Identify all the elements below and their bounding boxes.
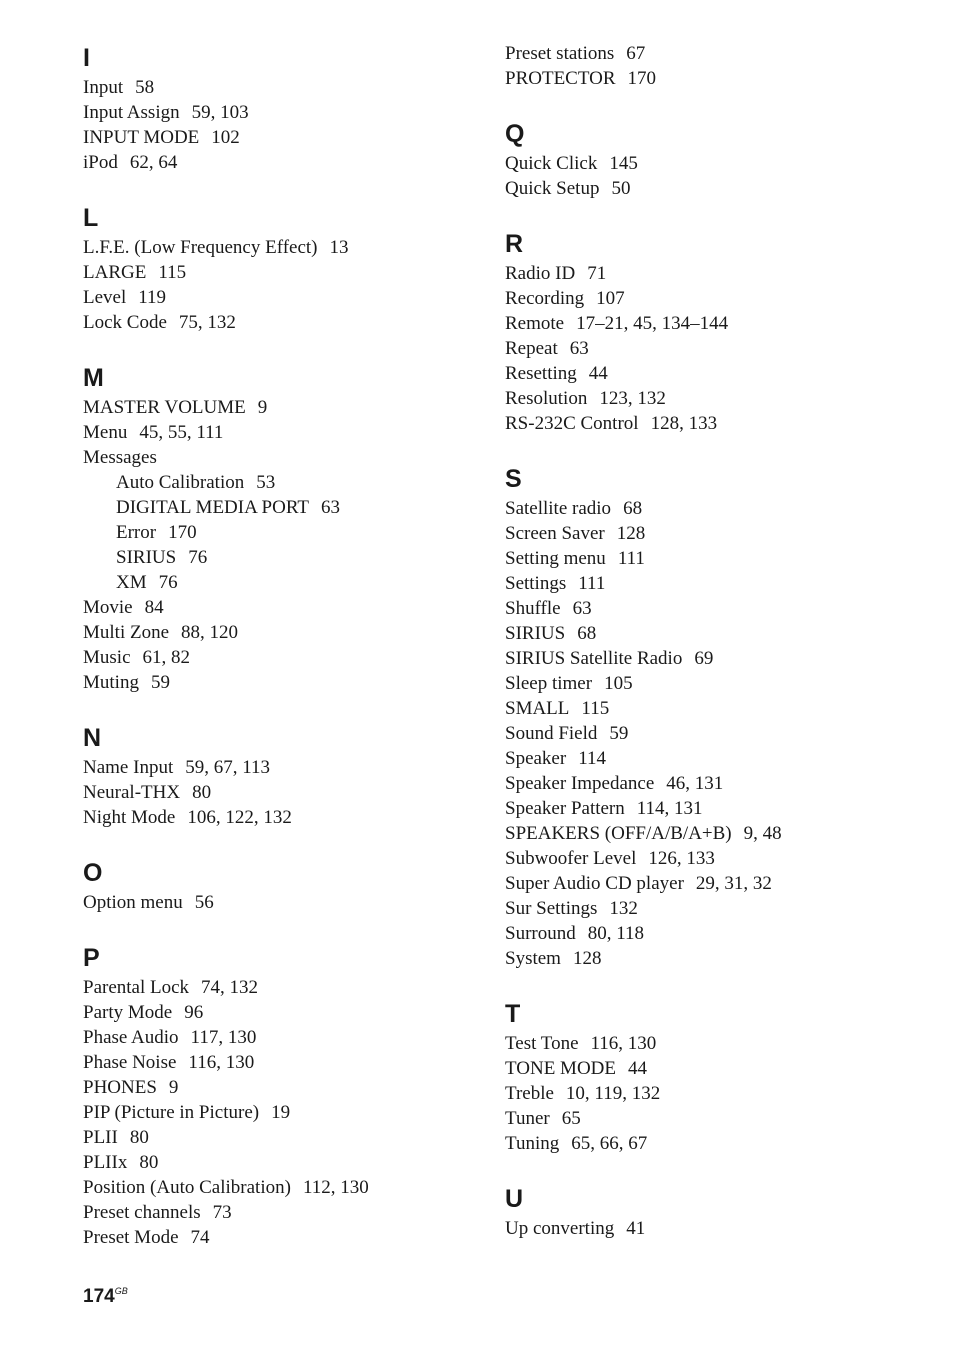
index-term: Speaker Impedance bbox=[505, 773, 655, 794]
index-section-m bbox=[83, 361, 483, 695]
index-entry-test-tone bbox=[505, 1031, 925, 1056]
index-term: Messages bbox=[83, 447, 157, 468]
index-section-i bbox=[83, 41, 483, 175]
section-letter: O bbox=[83, 859, 103, 887]
index-entry-muting bbox=[83, 670, 483, 695]
index-entry-speaker-pattern bbox=[505, 796, 925, 821]
index-term: Up converting bbox=[505, 1218, 615, 1239]
index-term: Radio ID bbox=[505, 263, 576, 284]
index-term: Party Mode bbox=[83, 1002, 173, 1023]
index-pages: 80 bbox=[139, 1152, 159, 1173]
index-term: Recording bbox=[505, 288, 585, 309]
page-number-suffix: GB bbox=[114, 1286, 128, 1296]
index-pages: 17–21, 45, 134–144 bbox=[576, 313, 729, 334]
index-pages: 75, 132 bbox=[178, 312, 236, 333]
index-pages: 132 bbox=[609, 898, 638, 919]
index-pages: 107 bbox=[596, 288, 625, 309]
index-pages: 170 bbox=[627, 68, 657, 89]
index-term: Name Input bbox=[83, 757, 174, 778]
index-term: MASTER VOLUME bbox=[83, 397, 246, 418]
index-entry-speakers-off-a-b-a-b bbox=[505, 821, 925, 846]
index-pages: 46, 131 bbox=[666, 773, 724, 794]
index-entry-lock-code bbox=[83, 310, 483, 335]
index-term: Menu bbox=[83, 422, 128, 443]
index-pages: 76 bbox=[188, 547, 208, 568]
index-term: Option menu bbox=[83, 892, 183, 913]
index-entry-super-audio-cd-player bbox=[505, 871, 925, 896]
index-term: Settings bbox=[505, 573, 567, 594]
index-term: L.F.E. (Low Frequency Effect) bbox=[83, 237, 318, 258]
index-entry-preset-channels bbox=[83, 1200, 483, 1225]
index-pages: 59, 103 bbox=[191, 102, 249, 123]
index-entry-error bbox=[83, 520, 483, 545]
index-term: Surround bbox=[505, 923, 576, 944]
section-letter: S bbox=[505, 465, 522, 493]
index-entry-input-mode bbox=[83, 125, 483, 150]
index-term: SMALL bbox=[505, 698, 570, 719]
index-entry-ipod bbox=[83, 150, 483, 175]
index-entry-master-volume bbox=[83, 395, 483, 420]
index-term: System bbox=[505, 948, 561, 969]
index-entry-option-menu bbox=[83, 890, 483, 915]
index-pages: 80, 118 bbox=[587, 923, 645, 944]
index-entry-shuffle bbox=[505, 596, 925, 621]
index-pages: 119 bbox=[138, 287, 167, 308]
index-entry-quick-setup bbox=[505, 176, 925, 201]
index-pages: 58 bbox=[135, 77, 155, 98]
index-entry-small bbox=[505, 696, 925, 721]
index-term: Tuning bbox=[505, 1133, 560, 1154]
index-pages: 128 bbox=[616, 523, 646, 544]
index-entry-phones bbox=[83, 1075, 483, 1100]
index-pages: 65, 66, 67 bbox=[571, 1133, 648, 1154]
index-entry-movie bbox=[83, 595, 483, 620]
index-term: Quick Click bbox=[505, 153, 598, 174]
index-term: PIP (Picture in Picture) bbox=[83, 1102, 260, 1123]
index-pages: 19 bbox=[271, 1102, 291, 1123]
index-entry-input bbox=[83, 75, 483, 100]
index-entry-sleep-timer bbox=[505, 671, 925, 696]
index-term: Phase Noise bbox=[83, 1052, 177, 1073]
index-pages: 67 bbox=[626, 43, 646, 64]
index-section-q bbox=[505, 117, 925, 201]
section-letter: P bbox=[83, 944, 100, 972]
index-pages: 44 bbox=[628, 1058, 648, 1079]
index-term: PROTECTOR bbox=[505, 68, 616, 89]
index-pages: 74 bbox=[190, 1227, 210, 1248]
index-term: TONE MODE bbox=[505, 1058, 617, 1079]
index-term: Test Tone bbox=[505, 1033, 579, 1054]
index-entry-sirius bbox=[83, 545, 483, 570]
index-entry-radio-id bbox=[505, 261, 925, 286]
section-letter: I bbox=[83, 44, 90, 72]
index-section-p bbox=[83, 941, 483, 1250]
index-term: Satellite radio bbox=[505, 498, 612, 519]
index-term: Speaker bbox=[505, 748, 567, 769]
index-term: Input bbox=[83, 77, 124, 98]
index-entry-subwoofer-level bbox=[505, 846, 925, 871]
index-pages: 71 bbox=[587, 263, 607, 284]
index-entry-menu bbox=[83, 420, 483, 445]
index-pages: 128, 133 bbox=[650, 413, 718, 434]
index-term: Movie bbox=[83, 597, 133, 618]
index-pages: 56 bbox=[194, 892, 214, 913]
index-entry-sirius bbox=[505, 621, 925, 646]
index-section-o bbox=[83, 856, 483, 915]
index-term: iPod bbox=[83, 152, 118, 173]
section-letter: T bbox=[505, 1000, 521, 1028]
index-entry-input-assign bbox=[83, 100, 483, 125]
index-term: Resetting bbox=[505, 363, 577, 384]
index-entry-setting-menu bbox=[505, 546, 925, 571]
index-entry-rs-232c-control bbox=[505, 411, 925, 436]
index-entry-preset-stations bbox=[505, 41, 925, 66]
index-entry-phase-audio bbox=[83, 1025, 483, 1050]
index-term: Multi Zone bbox=[83, 622, 170, 643]
index-entry-resolution bbox=[505, 386, 925, 411]
index-entry-screen-saver bbox=[505, 521, 925, 546]
index-entry-repeat bbox=[505, 336, 925, 361]
index-term: PHONES bbox=[83, 1077, 157, 1098]
index-column-left bbox=[83, 41, 483, 1276]
index-pages: 63 bbox=[572, 598, 592, 619]
index-term: Treble bbox=[505, 1083, 554, 1104]
index-term: Preset Mode bbox=[83, 1227, 179, 1248]
index-pages: 111 bbox=[578, 573, 606, 594]
index-pages: 80 bbox=[192, 782, 212, 803]
index-term: PLII bbox=[83, 1127, 118, 1148]
section-letter: U bbox=[505, 1185, 524, 1213]
section-letter: L bbox=[83, 204, 99, 232]
index-term: Parental Lock bbox=[83, 977, 190, 998]
index-section-continued bbox=[505, 41, 925, 91]
index-pages: 50 bbox=[611, 178, 631, 199]
index-entry-sur-settings bbox=[505, 896, 925, 921]
index-term: Speaker Pattern bbox=[505, 798, 625, 819]
index-pages: 116, 130 bbox=[188, 1052, 255, 1073]
index-entry-speaker-impedance bbox=[505, 771, 925, 796]
index-term: Error bbox=[116, 522, 157, 543]
index-pages: 59 bbox=[150, 672, 170, 693]
index-term: LARGE bbox=[83, 262, 147, 283]
index-pages: 62, 64 bbox=[129, 152, 178, 173]
index-entry-surround bbox=[505, 921, 925, 946]
index-entry-recording bbox=[505, 286, 925, 311]
index-term: Level bbox=[83, 287, 127, 308]
index-entry-tuning bbox=[505, 1131, 925, 1156]
index-section-r bbox=[505, 227, 925, 436]
index-entry-auto-calibration bbox=[83, 470, 483, 495]
index-term: SIRIUS bbox=[116, 547, 177, 568]
index-pages: 76 bbox=[158, 572, 178, 593]
index-pages: 84 bbox=[144, 597, 164, 618]
index-term: PLIIx bbox=[83, 1152, 128, 1173]
index-term: Preset channels bbox=[83, 1202, 201, 1223]
index-pages: 68 bbox=[623, 498, 643, 519]
section-letter: N bbox=[83, 724, 102, 752]
index-entry-pip-picture-in-picture bbox=[83, 1100, 483, 1125]
index-pages: 112, 130 bbox=[302, 1177, 369, 1198]
index-term: Repeat bbox=[505, 338, 558, 359]
index-entry-night-mode bbox=[83, 805, 483, 830]
index-entry-quick-click bbox=[505, 151, 925, 176]
index-entry-messages bbox=[83, 445, 483, 470]
index-term: Input Assign bbox=[83, 102, 180, 123]
index-entry-digital-media-port bbox=[83, 495, 483, 520]
index-pages: 74, 132 bbox=[201, 977, 259, 998]
index-term: INPUT MODE bbox=[83, 127, 200, 148]
index-term: Phase Audio bbox=[83, 1027, 179, 1048]
index-pages: 88, 120 bbox=[181, 622, 239, 643]
index-pages: 116, 130 bbox=[590, 1033, 657, 1054]
index-pages: 145 bbox=[609, 153, 638, 174]
index-entry-pliix bbox=[83, 1150, 483, 1175]
index-pages: 53 bbox=[256, 472, 276, 493]
index-entry-preset-mode bbox=[83, 1225, 483, 1250]
page-number-value: 174 bbox=[83, 1286, 115, 1307]
index-section-n bbox=[83, 721, 483, 830]
index-entry-protector bbox=[505, 66, 925, 91]
index-entry-tone-mode bbox=[505, 1056, 925, 1081]
index-term: DIGITAL MEDIA PORT bbox=[116, 497, 309, 518]
index-term: SIRIUS Satellite Radio bbox=[505, 648, 683, 669]
index-section-t bbox=[505, 997, 925, 1156]
index-entry-treble bbox=[505, 1081, 925, 1106]
index-term: Shuffle bbox=[505, 598, 561, 619]
index-pages: 69 bbox=[694, 648, 714, 669]
index-entry-parental-lock bbox=[83, 975, 483, 1000]
index-term: Quick Setup bbox=[505, 178, 600, 199]
index-pages: 65 bbox=[561, 1108, 581, 1129]
index-term: Super Audio CD player bbox=[505, 873, 684, 894]
index-pages: 102 bbox=[211, 127, 240, 148]
index-term: Screen Saver bbox=[505, 523, 605, 544]
index-entry-neural-thx bbox=[83, 780, 483, 805]
section-letter: Q bbox=[505, 120, 525, 148]
index-pages: 63 bbox=[320, 497, 340, 518]
index-term: RS-232C Control bbox=[505, 413, 639, 434]
index-entry-position-auto-calibration bbox=[83, 1175, 483, 1200]
section-letter: M bbox=[83, 364, 104, 392]
index-entry-music bbox=[83, 645, 483, 670]
index-pages: 61, 82 bbox=[142, 647, 190, 668]
index-pages: 105 bbox=[604, 673, 633, 694]
index-term: SIRIUS bbox=[505, 623, 566, 644]
index-term: SPEAKERS (OFF/A/B/A+B) bbox=[505, 823, 732, 844]
index-pages: 114, 131 bbox=[636, 798, 703, 819]
index-term: Night Mode bbox=[83, 807, 176, 828]
page-number bbox=[83, 1279, 128, 1309]
index-pages: 13 bbox=[329, 237, 349, 258]
index-pages: 29, 31, 32 bbox=[695, 873, 772, 894]
index-term: Resolution bbox=[505, 388, 588, 409]
index-pages: 41 bbox=[626, 1218, 646, 1239]
index-pages: 9, 48 bbox=[743, 823, 782, 844]
index-pages: 126, 133 bbox=[648, 848, 715, 869]
index-entry-resetting bbox=[505, 361, 925, 386]
index-term: Sur Settings bbox=[505, 898, 598, 919]
index-pages: 73 bbox=[212, 1202, 232, 1223]
index-term: Subwoofer Level bbox=[505, 848, 637, 869]
index-pages: 45, 55, 111 bbox=[139, 422, 224, 443]
index-pages: 9 bbox=[168, 1077, 179, 1098]
index-pages: 123, 132 bbox=[599, 388, 666, 409]
index-section-s bbox=[505, 462, 925, 971]
index-entry-level bbox=[83, 285, 483, 310]
index-entry-name-input bbox=[83, 755, 483, 780]
index-entry-multi-zone bbox=[83, 620, 483, 645]
index-entry-l-f-e-low-frequency-effect bbox=[83, 235, 483, 260]
index-term: Tuner bbox=[505, 1108, 550, 1129]
index-entry-speaker bbox=[505, 746, 925, 771]
index-entry-sirius-satellite-radio bbox=[505, 646, 925, 671]
index-entry-plii bbox=[83, 1125, 483, 1150]
index-term: XM bbox=[116, 572, 147, 593]
index-entry-settings bbox=[505, 571, 925, 596]
index-pages: 59, 67, 113 bbox=[185, 757, 271, 778]
index-term: Sleep timer bbox=[505, 673, 593, 694]
index-pages: 10, 119, 132 bbox=[565, 1083, 661, 1104]
index-section-l bbox=[83, 201, 483, 335]
index-pages: 128 bbox=[572, 948, 602, 969]
index-pages: 80 bbox=[129, 1127, 149, 1148]
index-column-right bbox=[505, 41, 925, 1267]
index-term: Auto Calibration bbox=[116, 472, 245, 493]
index-pages: 59 bbox=[609, 723, 629, 744]
index-pages: 117, 130 bbox=[190, 1027, 257, 1048]
index-entry-system bbox=[505, 946, 925, 971]
index-entry-sound-field bbox=[505, 721, 925, 746]
index-entry-tuner bbox=[505, 1106, 925, 1131]
index-term: Neural-THX bbox=[83, 782, 181, 803]
index-entry-xm bbox=[83, 570, 483, 595]
index-pages: 111 bbox=[617, 548, 645, 569]
index-term: Muting bbox=[83, 672, 139, 693]
index-term: Preset stations bbox=[505, 43, 615, 64]
index-pages: 68 bbox=[577, 623, 597, 644]
index-term: Position (Auto Calibration) bbox=[83, 1177, 291, 1198]
index-term: Setting menu bbox=[505, 548, 606, 569]
index-pages: 63 bbox=[569, 338, 589, 359]
index-entry-phase-noise bbox=[83, 1050, 483, 1075]
index-pages: 115 bbox=[158, 262, 187, 283]
index-term: Music bbox=[83, 647, 131, 668]
index-entry-satellite-radio bbox=[505, 496, 925, 521]
index-entry-party-mode bbox=[83, 1000, 483, 1025]
index-section-u bbox=[505, 1182, 925, 1241]
index-pages: 106, 122, 132 bbox=[187, 807, 292, 828]
index-pages: 114 bbox=[578, 748, 606, 769]
index-pages: 44 bbox=[588, 363, 608, 384]
index-entry-large bbox=[83, 260, 483, 285]
index-pages: 115 bbox=[581, 698, 610, 719]
index-pages: 96 bbox=[184, 1002, 204, 1023]
index-term: Lock Code bbox=[83, 312, 167, 333]
index-entry-remote bbox=[505, 311, 925, 336]
index-pages: 9 bbox=[257, 397, 268, 418]
index-pages: 170 bbox=[168, 522, 197, 543]
index-term: Sound Field bbox=[505, 723, 598, 744]
index-entry-up-converting bbox=[505, 1216, 925, 1241]
section-letter: R bbox=[505, 230, 524, 258]
index-term: Remote bbox=[505, 313, 565, 334]
